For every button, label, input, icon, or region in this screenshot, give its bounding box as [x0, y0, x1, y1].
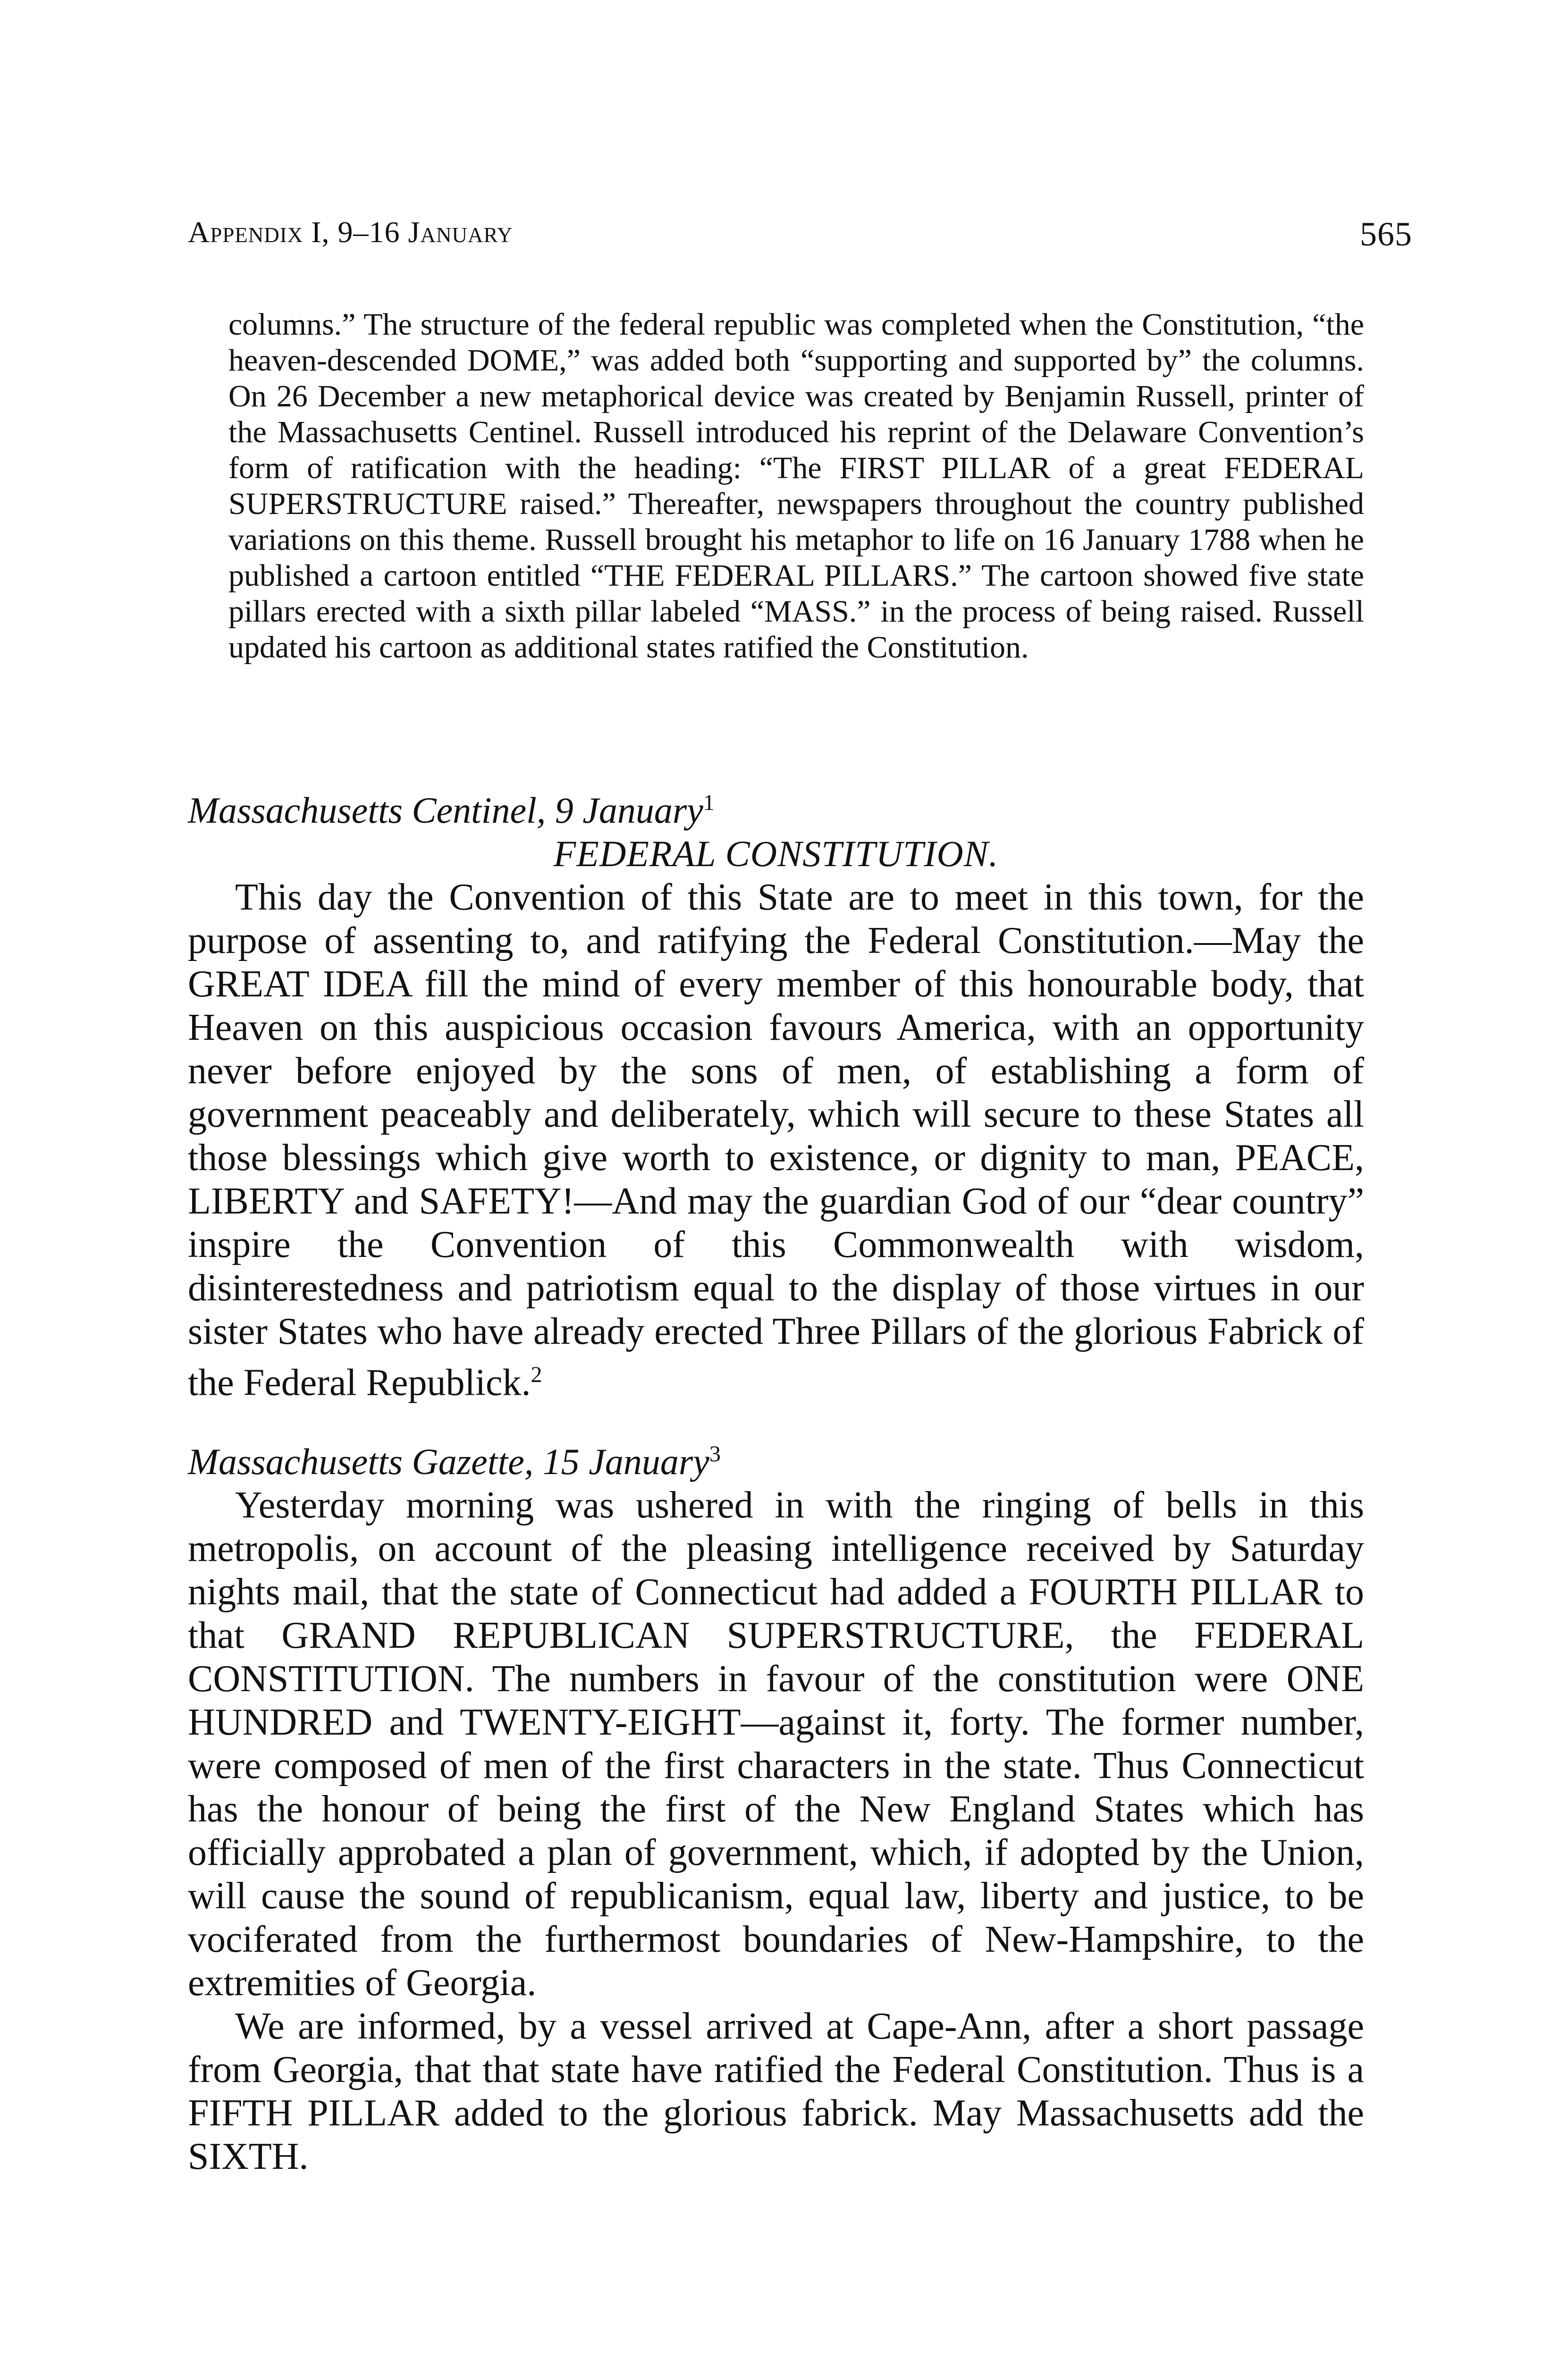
running-head-title: Appendix I, 9–16 January	[188, 215, 513, 249]
entry-source: Massachusetts Gazette, 15 January	[188, 1441, 709, 1482]
intro-text: columns.” The structure of the federal republic was completed when the Constitution, “the heaven-descended DOME,” was added both “supporting and supported by” the columns. On 26 December a new metaphorical device was created by Benjamin Russell, printer of the Massachusetts Centinel. Russell introduced his reprint of the Delaware Convention’s form of ratification with the heading: “The FIRST PILLAR of a great FEDERAL SUPERSTRUCTURE raised.” Thereafter, newspapers throughout the country published variations on this theme. Russell brought his metaphor to life on 16 January 1788 when he published a cartoon entitled “THE FEDERAL PILLARS.” The cartoon showed five state pillars erected with a sixth pillar labeled “MASS.” in the process of being raised. Russell updated his cartoon as additional states ratified the Constitution.	[228, 307, 1364, 665]
intro-paragraph	[228, 307, 1364, 666]
entry-body	[188, 876, 1364, 1405]
entry-title: FEDERAL CONSTITUTION.	[553, 833, 999, 874]
footnote-ref: 2	[531, 1362, 542, 1387]
entry-gazette	[188, 1433, 1364, 2178]
footnote-ref: 1	[703, 790, 715, 815]
entry-source-heading	[188, 1433, 1364, 1483]
running-head	[188, 215, 1412, 257]
entry-paragraph-1: Yesterday morning was ushered in with the ringing of bells in this metropolis, on account of the pleasing intelligence received by Saturday nights mail, that the state of Connecticut had added a FOURTH PILLAR to that GRAND REPUBLICAN SUPERSTRUCTURE, the FEDERAL CONSTITUTION. The numbers in favour of the constitution were ONE HUNDRED and TWENTY-EIGHT—against it, forty. The former number, were composed of men of the first characters in the state. Thus Connecticut has the honour of being the first of the New England States which has officially approbated a plan of government, which, if adopted by the Union, will cause the sound of republicanism, equal law, liberty and justice, to be vociferated from the furthermost boundaries of New-Hampshire, to the extremities of Georgia.	[188, 1484, 1364, 2004]
page-number: 565	[1360, 215, 1412, 253]
entry-centinel	[188, 781, 1364, 1405]
entry-paragraph-2: We are informed, by a vessel arrived at Cape-Ann, after a short passage from Georgia, that that state have ratified the Federal Constitution. Thus is a FIFTH PILLAR added to the glorious fabrick. May Massachusetts add the SIXTH.	[188, 2006, 1364, 2177]
entry-source: Massachusetts Centinel, 9 January	[188, 790, 703, 831]
entry-source-heading	[188, 781, 1364, 832]
entry-text: This day the Convention of this State are to meet in this town, for the purpose of assenting to, and ratifying the Federal Constitution.—May the GREAT IDEA fill the mind of every member of this honourable body, that Heaven on this auspicious occasion favours America, with an opportunity never before enjoyed by the sons of men, of establishing a form of government peaceably and deliberately, which will secure to these States all those blessings which give worth to existence, or dignity to man, PEACE, LIBERTY and SAFETY!—And may the guardian God of our “dear country” inspire the Convention of this Commonwealth with wisdom, disinterestedness and patriotism equal to the display of those virtues in our sister States who have already erected Three Pillars of the glorious Fabrick of the Federal Republick.	[188, 877, 1364, 1404]
footnote-ref: 3	[709, 1441, 721, 1467]
